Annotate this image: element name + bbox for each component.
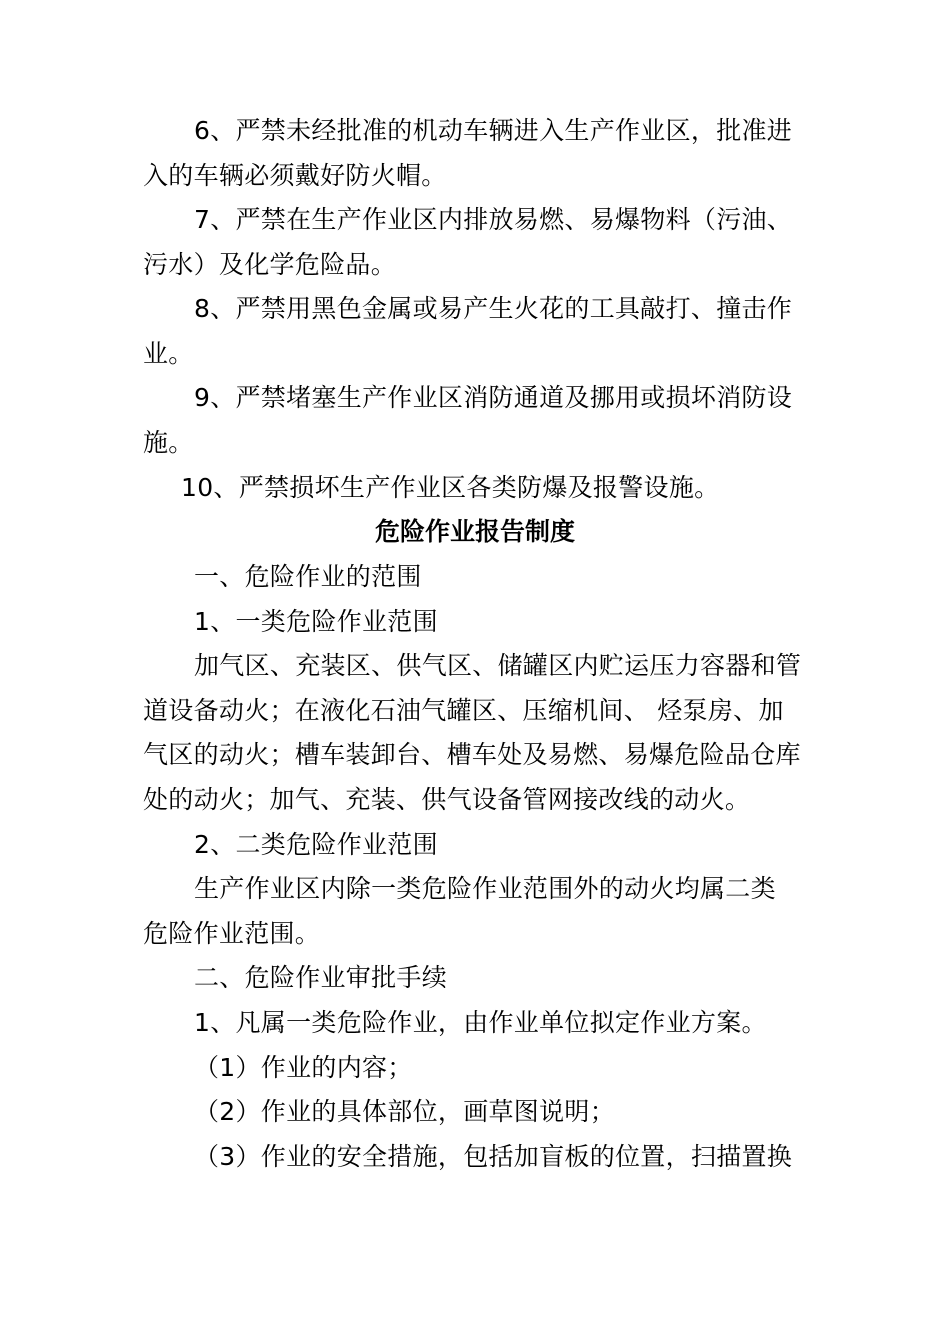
rule-6-line-1: 6、严禁未经批准的机动车辆进入生产作业区，批准进 <box>194 116 793 145</box>
approval-item-1: 1、凡属一类危险作业，由作业单位拟定作业方案。 <box>194 1008 767 1037</box>
paragraph-class-1-line-4: 处的动火；加气、充装、供气设备管网接改线的动火。 <box>143 785 751 814</box>
approval-subitem-1: （1）作业的内容； <box>194 1053 413 1082</box>
rule-9-line-2: 施。 <box>143 428 194 457</box>
approval-subitem-2: （2）作业的具体部位，画草图说明； <box>194 1097 616 1126</box>
subheading-class-1: 1、一类危险作业范围 <box>194 607 438 636</box>
rule-8-line-1: 8、严禁用黑色金属或易产生火花的工具敲打、撞击作 <box>194 294 793 323</box>
rule-8-line-2: 业。 <box>143 339 194 368</box>
approval-subitem-3: （3）作业的安全措施，包括加盲板的位置，扫描置换 <box>194 1142 793 1171</box>
paragraph-class-1-line-2: 道设备动火；在液化石油气罐区、压缩机间、 烃泵房、加 <box>143 696 784 725</box>
rule-7-line-2: 污水）及化学危险品。 <box>143 250 397 279</box>
paragraph-class-1-line-3: 气区的动火；槽车装卸台、槽车处及易燃、易爆危险品仓库 <box>143 740 801 769</box>
subheading-class-2: 2、二类危险作业范围 <box>194 830 438 859</box>
section-title: 危险作业报告制度 <box>374 517 575 546</box>
paragraph-class-2-line-1: 生产作业区内除一类危险作业范围外的动火均属二类 <box>194 874 776 903</box>
rule-6-line-2: 入的车辆必须戴好防火帽。 <box>143 161 447 190</box>
rule-9-line-1: 9、严禁堵塞生产作业区消防通道及挪用或损坏消防设 <box>194 383 793 412</box>
heading-scope: 一、危险作业的范围 <box>194 562 422 591</box>
paragraph-class-1-line-1: 加气区、充装区、供气区、储罐区内贮运压力容器和管 <box>194 651 802 680</box>
rule-10-line-1: 10、严禁损坏生产作业区各类防爆及报警设施。 <box>181 473 720 502</box>
paragraph-class-2-line-2: 危险作业范围。 <box>143 919 321 948</box>
heading-approval: 二、危险作业审批手续 <box>194 963 448 992</box>
rule-7-line-1: 7、严禁在生产作业区内排放易燃、易爆物料（污油、 <box>194 205 793 234</box>
